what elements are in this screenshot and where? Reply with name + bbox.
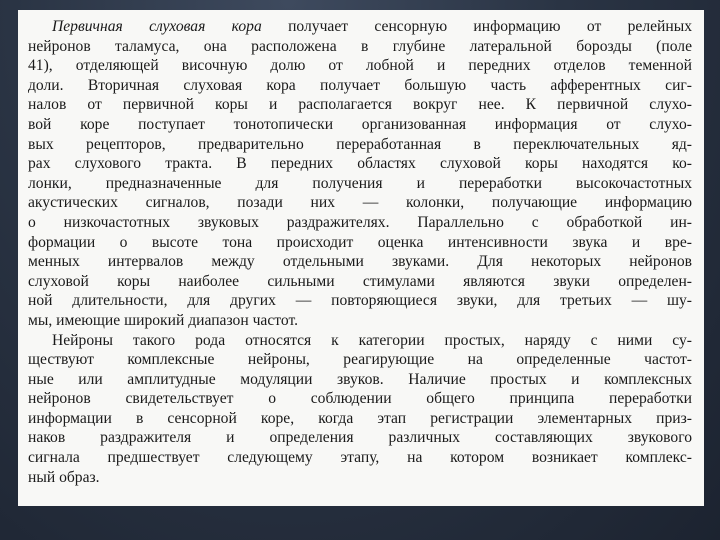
text-line: ществуют комплексные нейроны, реагирующие на определенные частот- bbox=[28, 351, 692, 369]
text-line: лонки, предназначенные для получения и переработки высокочастотных bbox=[28, 174, 692, 192]
text-line: ной длительности, для других — повторяющиеся звуки, для третьих — шу- bbox=[28, 292, 692, 310]
text-line: акустических сигналов, позади них — колонки, получающие информацию bbox=[28, 194, 692, 212]
text-line: ный образ. bbox=[28, 468, 100, 486]
text-line: наков раздражителя и определения различных составляющих звукового bbox=[28, 429, 692, 447]
text-line: налов от первичной коры и располагается вокруг нее. К первичной слухо- bbox=[28, 96, 692, 114]
text-line: менных интервалов между отдельными звуками. Для некоторых нейронов bbox=[28, 253, 692, 271]
text-line: рах слухового тракта. В передних областях слуховой коры находятся ко- bbox=[28, 155, 692, 173]
text-line: информации в сенсорной коре, когда этап регистрации элементарных приз- bbox=[28, 409, 692, 427]
paragraph-2 bbox=[28, 331, 692, 488]
text-line: вой коре поступает тонотопически организованная информация от слухо- bbox=[28, 115, 692, 133]
paragraph-1 bbox=[28, 17, 692, 331]
document-page bbox=[18, 10, 704, 506]
lead-term: Первичная слуховая кора bbox=[52, 18, 262, 35]
text-line: сигнала предшествует следующему этапу, на котором возникает комплекс- bbox=[28, 449, 692, 467]
text-line: Нейроны такого рода относятся к категории простых, наряду с ними су- bbox=[52, 331, 692, 349]
text-line: нейронов таламуса, она расположена в глубине латеральной борозды (поле bbox=[28, 37, 692, 55]
text-line: слуховой коры наиболее сильными стимулами являются звуки определен- bbox=[28, 272, 692, 290]
text-line: о низкочастотных звуковых раздражителях. Параллельно с обработкой ин- bbox=[28, 213, 692, 231]
text-line: Первичная слуховая кора получает сенсорную информацию от релейных bbox=[52, 18, 692, 35]
text-line: нейронов свидетельствует о соблюдении общего принципа переработки bbox=[28, 390, 692, 408]
text-line: ные или амплитудные модуляции звуков. Наличие простых и комплексных bbox=[28, 370, 692, 388]
text-line: 41), отделяющей височную долю от лобной и передних отделов теменной bbox=[28, 57, 692, 75]
text-line: доли. Вторичная слуховая кора получает большую часть афферентных сиг- bbox=[28, 76, 692, 94]
text-line: формации о высоте тона происходит оценка интенсивности звука и вре- bbox=[28, 233, 692, 251]
text-line: мы, имеющие широкий диапазон частот. bbox=[28, 311, 299, 329]
text-line: вых рецепторов, предварительно переработанная в переключательных яд- bbox=[28, 135, 692, 153]
